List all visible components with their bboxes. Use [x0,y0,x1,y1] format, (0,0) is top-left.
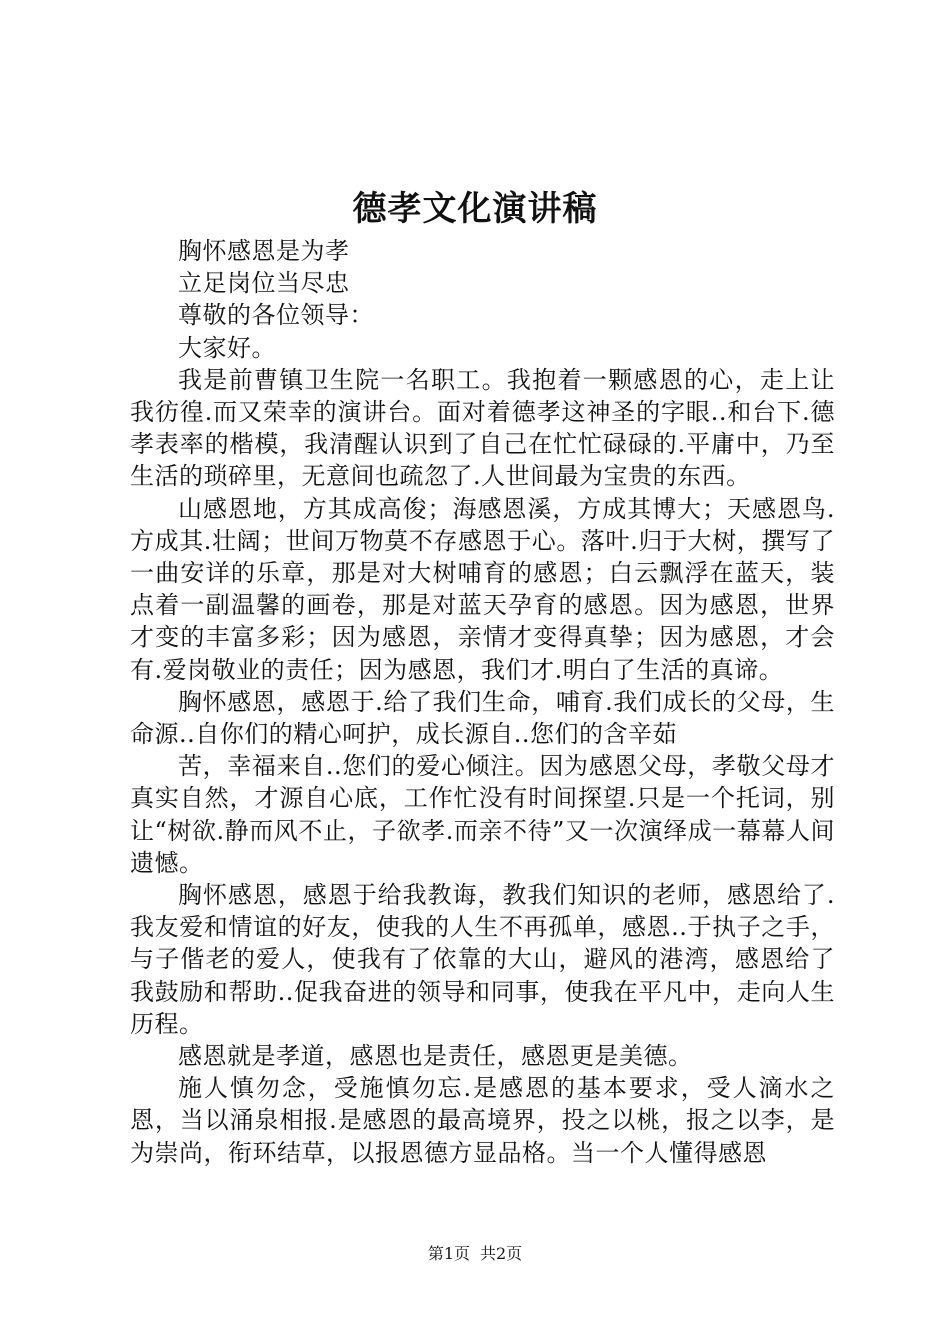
page-total: 共2页 [480,1244,523,1263]
paragraph: 我是前曹镇卫生院一名职工。我抱着一颗感恩的心，走上让我彷徨.而又荣幸的演讲台。面对着德孝这神圣的字眼..和台下.德孝表率的楷模，我清醒认识到了自己在忙忙碌碌的.平庸中，乃至生活的琐碎里，无意间也疏忽了.人世间最为宝贵的东西。 [130,365,835,491]
paragraph: 施人慎勿念，受施慎勿忘.是感恩的基本要求，受人滴水之恩，当以涌泉相报.是感恩的最高境界，投之以桃，报之以李，是为崇尚，衔环结草，以报恩德方显品格。当一个人懂得感恩 [130,1074,835,1167]
document-body [130,235,835,1169]
paragraph: 大家好。 [178,333,276,362]
paragraph: 胸怀感恩，感恩于.给了我们生命，哺育.我们成长的父母，生命源..自你们的精心呵护，成长源自..您们的含辛茹 [130,687,835,749]
page-number: 第1页 [427,1244,470,1263]
document-title: 德孝文化演讲稿 [352,189,598,229]
paragraph: 胸怀感恩是为孝 [178,237,350,265]
paragraph: 感恩就是孝道，感恩也是责任，感恩更是美德。 [178,1042,693,1071]
paragraph: 苦，幸福来自..您们的爱心倾注。因为感恩父母，孝敬父母才真实自然，才源自心底，工作忙没有时间探望.只是一个托词，别让“树欲.静而风不止，子欲孝.而亲不待”又一次演绎成一幕幕人间遗憾。 [130,752,835,877]
page-footer [0,1242,950,1266]
paragraph: 立足岗位当尽忠 [178,269,350,298]
paragraph: 山感恩地，方其成高俊；海感恩溪，方成其博大；天感恩鸟.方成其.壮阔；世间万物莫不存感恩于心。落叶.归于大树，撰写了一曲安详的乐章，那是对大树哺育的感恩；白云飘浮在蓝天，装点着一副温馨的画卷，那是对蓝天孕育的感恩。因为感恩，世界才变的丰富多彩；因为感恩，亲情才变得真挚；因为感恩，才会有.爱岗敬业的责任；因为感恩，我们才.明白了生活的真谛。 [130,494,835,684]
paragraph: 尊敬的各位领导： [178,301,374,330]
paragraph: 胸怀感恩，感恩于给我教诲，教我们知识的老师，感恩给了.我友爱和情谊的好友，使我的人生不再孤单，感恩..于执子之手，与子偕老的爱人，使我有了依靠的大山，避风的港湾，感恩给了我鼓励和帮助..促我奋进的领导和同事，使我在平凡中，走向人生历程。 [130,881,835,1038]
